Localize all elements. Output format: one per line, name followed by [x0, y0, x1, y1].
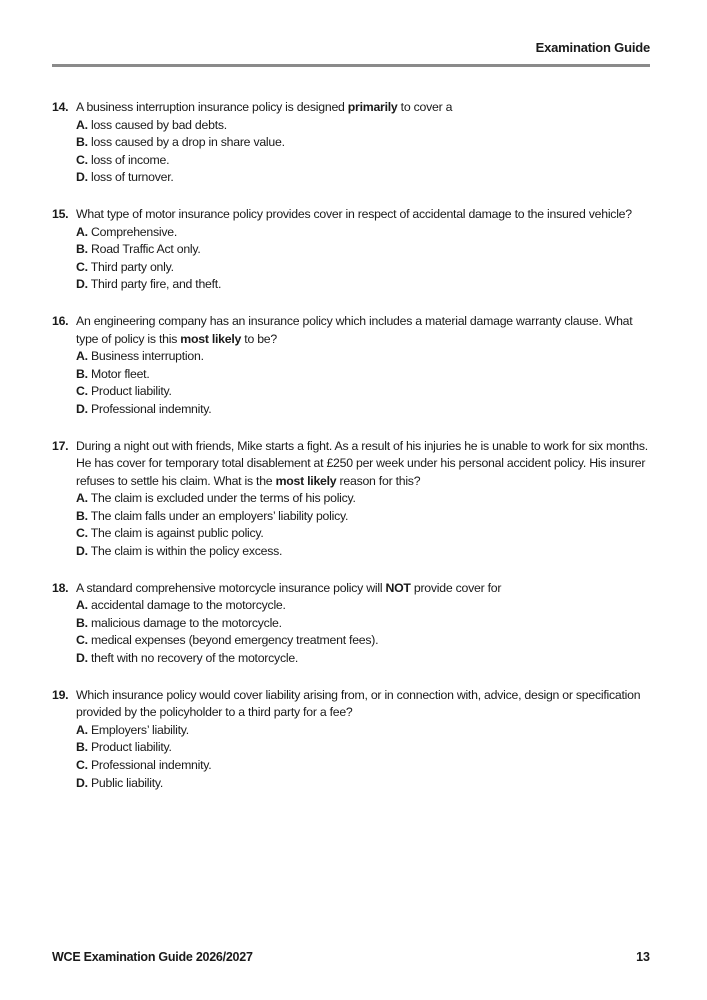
answer-option — [76, 152, 652, 170]
answer-option — [76, 757, 652, 775]
option-letter: D. — [76, 277, 88, 292]
answer-option — [76, 615, 652, 633]
option-letter: D. — [76, 775, 88, 790]
answer-option — [76, 169, 652, 187]
option-text: Product liability. — [90, 740, 172, 755]
question-stem — [76, 313, 652, 348]
option-letter: A. — [76, 598, 88, 613]
emphasis-text: most likely — [180, 331, 242, 346]
stem-text: During a night out with friends, Mike starts a fight. As a result of his injuries he is unable to work for six months. He has cover for temporary total disablement at £250 per week under his personal accident policy. His insurer refuses to settle his claim. What is the — [76, 438, 648, 488]
stem-text: provide cover for — [410, 580, 502, 595]
answer-option — [76, 722, 652, 740]
stem-text: A standard comprehensive motorcycle insurance policy will — [76, 580, 386, 595]
option-text: Product liability. — [90, 384, 172, 399]
stem-text: A business interruption insurance policy is designed — [76, 100, 348, 114]
option-letter: D. — [76, 544, 88, 559]
question-number: 15. — [52, 206, 69, 221]
option-letter: C. — [76, 633, 88, 648]
question-stem — [76, 206, 652, 224]
option-text: Road Traffic Act only. — [90, 242, 201, 257]
option-text: Employers’ liability. — [90, 722, 189, 737]
option-text: Professional indemnity. — [90, 758, 212, 772]
question-number: 17. — [52, 438, 69, 453]
option-letter: B. — [76, 135, 88, 150]
option-letter: B. — [76, 366, 88, 381]
option-text: Third party only. — [90, 259, 174, 274]
emphasis-text: most likely — [275, 473, 337, 488]
option-text: loss of income. — [90, 152, 170, 167]
option-letter: D. — [76, 401, 88, 416]
option-text: loss caused by a drop in share value. — [90, 135, 285, 150]
footer-guide-title: WCE Examination Guide 2026/2027 — [52, 950, 253, 964]
option-letter: C. — [76, 152, 88, 167]
answer-option — [76, 775, 652, 793]
answer-option — [76, 383, 652, 401]
header-divider — [52, 64, 650, 67]
option-text: The claim is against public policy. — [90, 526, 264, 541]
option-letter: C. — [76, 384, 88, 399]
stem-text: What type of motor insurance policy provides cover in respect of accidental damage to the insured vehicle? — [76, 206, 632, 221]
option-letter: C. — [76, 758, 88, 772]
answer-option — [76, 348, 652, 366]
question-number: 18. — [52, 580, 69, 595]
answer-option — [76, 597, 652, 615]
option-letter: A. — [76, 224, 88, 239]
option-text: Comprehensive. — [90, 224, 178, 239]
question-item — [52, 313, 652, 419]
question-item — [52, 438, 652, 561]
answer-option — [76, 276, 652, 294]
answer-option — [76, 543, 652, 561]
stem-text: Which insurance policy would cover liability arising from, or in connection with, advice, design or specification provided by the policyholder to a third party for a fee? — [76, 687, 641, 720]
question-item — [52, 580, 652, 668]
option-text: loss caused by bad debts. — [90, 117, 227, 132]
question-list — [52, 99, 652, 811]
stem-text: reason for this? — [336, 473, 421, 488]
running-header-title: Examination Guide — [535, 40, 650, 55]
answer-option — [76, 490, 652, 508]
question-stem — [76, 438, 652, 491]
question-item — [52, 99, 652, 187]
option-letter: A. — [76, 491, 88, 506]
page-number: 13 — [636, 950, 650, 964]
option-text: The claim is excluded under the terms of his policy. — [90, 491, 356, 506]
option-text: The claim is within the policy excess. — [90, 544, 283, 559]
option-text: malicious damage to the motorcycle. — [90, 615, 282, 630]
answer-option — [76, 224, 652, 242]
emphasis-text: primarily — [347, 100, 398, 114]
option-letter: A. — [76, 722, 88, 737]
question-stem — [76, 687, 652, 722]
option-letter: D. — [76, 170, 88, 185]
answer-option — [76, 650, 652, 668]
option-letter: C. — [76, 526, 88, 541]
question-item — [52, 687, 652, 793]
question-number: 16. — [52, 313, 69, 328]
answer-option — [76, 366, 652, 384]
option-text: theft with no recovery of the motorcycle. — [90, 651, 299, 666]
option-text: Public liability. — [90, 775, 164, 790]
option-letter: D. — [76, 651, 88, 666]
question-stem — [76, 99, 652, 117]
answer-option — [76, 401, 652, 419]
option-text: accidental damage to the motorcycle. — [90, 598, 286, 613]
question-number: 14. — [52, 100, 69, 114]
option-text: medical expenses (beyond emergency treatment fees). — [90, 633, 379, 648]
answer-option — [76, 134, 652, 152]
stem-text: to be? — [241, 331, 277, 346]
option-letter: A. — [76, 349, 88, 364]
option-text: loss of turnover. — [90, 170, 174, 185]
option-letter: A. — [76, 117, 88, 132]
option-letter: B. — [76, 242, 88, 257]
stem-text: An engineering company has an insurance policy which includes a material damage warranty clause. What type of policy is this — [76, 313, 633, 346]
answer-option — [76, 259, 652, 277]
answer-option — [76, 508, 652, 526]
answer-option — [76, 117, 652, 135]
option-text: Motor fleet. — [90, 366, 150, 381]
stem-text: to cover a — [397, 100, 453, 114]
answer-option — [76, 739, 652, 757]
question-item — [52, 206, 652, 294]
option-letter: B. — [76, 508, 88, 523]
option-text: The claim falls under an employers’ liability policy. — [90, 508, 349, 523]
option-letter: B. — [76, 615, 88, 630]
option-letter: B. — [76, 740, 88, 755]
answer-option — [76, 525, 652, 543]
answer-option — [76, 632, 652, 650]
emphasis-text: NOT — [385, 580, 411, 595]
option-text: Third party fire, and theft. — [90, 277, 222, 292]
option-letter: C. — [76, 259, 88, 274]
question-number: 19. — [52, 687, 69, 702]
answer-option — [76, 241, 652, 259]
question-stem — [76, 580, 652, 598]
option-text: Business interruption. — [90, 349, 204, 364]
option-text: Professional indemnity. — [90, 401, 212, 416]
